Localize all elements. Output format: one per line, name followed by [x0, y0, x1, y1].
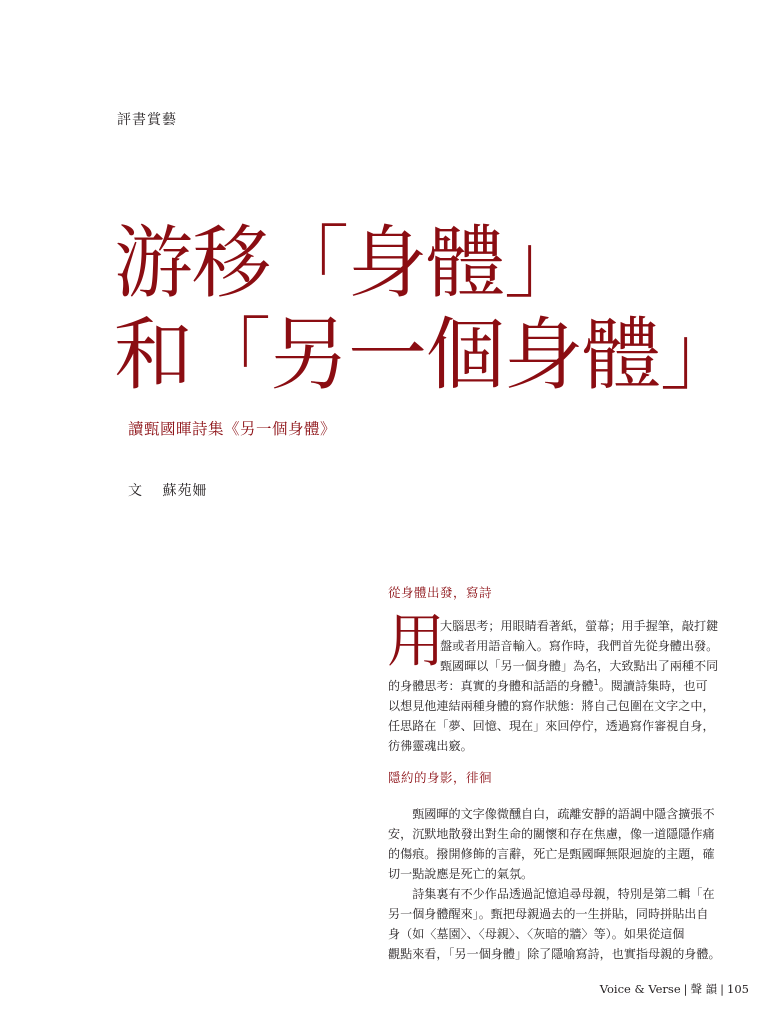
body-line: 的傷痕。撥開修飾的言辭，死亡是甄國暉無限迴旋的主題，確	[388, 847, 715, 861]
byline-label: 文	[128, 483, 143, 499]
section-label: 評書賞藝	[117, 112, 177, 128]
page-number: 105	[727, 982, 749, 996]
journal-name: Voice & Verse	[599, 982, 681, 996]
body-line: 安，沉默地散發出對生命的關懷和存在焦慮，像一道隱隱作痛	[388, 827, 715, 841]
body-line	[388, 676, 725, 696]
body-line: 大腦思考；用眼睛看著紙，螢幕；用手握筆，敲打鍵	[440, 619, 719, 633]
body-line-tail: 。閱讀詩集時，也可	[598, 679, 708, 693]
footnote-marker: 1	[593, 677, 599, 687]
body-line: 甄國暉的文字像微醺自白，疏離安靜的語調中隱含擴張不	[388, 807, 715, 821]
body-line: 切一點說應是死亡的氣氛。	[388, 867, 534, 881]
byline	[128, 480, 207, 500]
body-line: 彷彿靈魂出竅。	[388, 739, 473, 753]
title-line-2: 和「另一個身體」	[114, 309, 738, 401]
drop-cap: 用	[387, 607, 446, 675]
subtitle: 讀甄國暉詩集《另一個身體》	[128, 420, 337, 438]
body-line-text: 的身體思考：真實的身體和話語的身體	[388, 679, 594, 693]
body-line: 另一個身體醒來」。甄把母親過去的一生拼貼，同時拼貼出自	[388, 907, 709, 921]
section-heading-2: 隱約的身影，徘徊	[388, 770, 493, 785]
body-line: 觀點來看，「另一個身體」除了隱喻寫詩，也實指母親的身體。	[388, 947, 721, 961]
body-line: 甄國暉以「另一個身體」為名，大致點出了兩種不同	[440, 659, 719, 673]
body-line: 身（如〈墓園〉、〈母親〉、〈灰暗的牆〉等）。如果從這個	[388, 927, 685, 941]
title-line-1: 游移「身體」	[114, 217, 582, 309]
body-line: 詩集裏有不少作品透過記憶追尋母親，特別是第二輯「在	[388, 887, 715, 901]
byline-author: 蘇苑姍	[162, 483, 208, 499]
page-footer: Voice & Verse | 聲 韻 | 105	[599, 982, 749, 996]
body-line: 任思路在「夢、回憶、現在」來回停佇，透過寫作審視自身，	[388, 719, 715, 733]
body-line: 以想見他連結兩種身體的寫作狀態：將自己包圍在文字之中，	[388, 699, 715, 713]
body-line: 盤或者用語音輸入。寫作時，我們首先從身體出發。	[440, 639, 719, 653]
section-heading-1: 從身體出發，寫詩	[388, 585, 493, 600]
journal-name-zh: 聲 韻	[690, 982, 718, 996]
